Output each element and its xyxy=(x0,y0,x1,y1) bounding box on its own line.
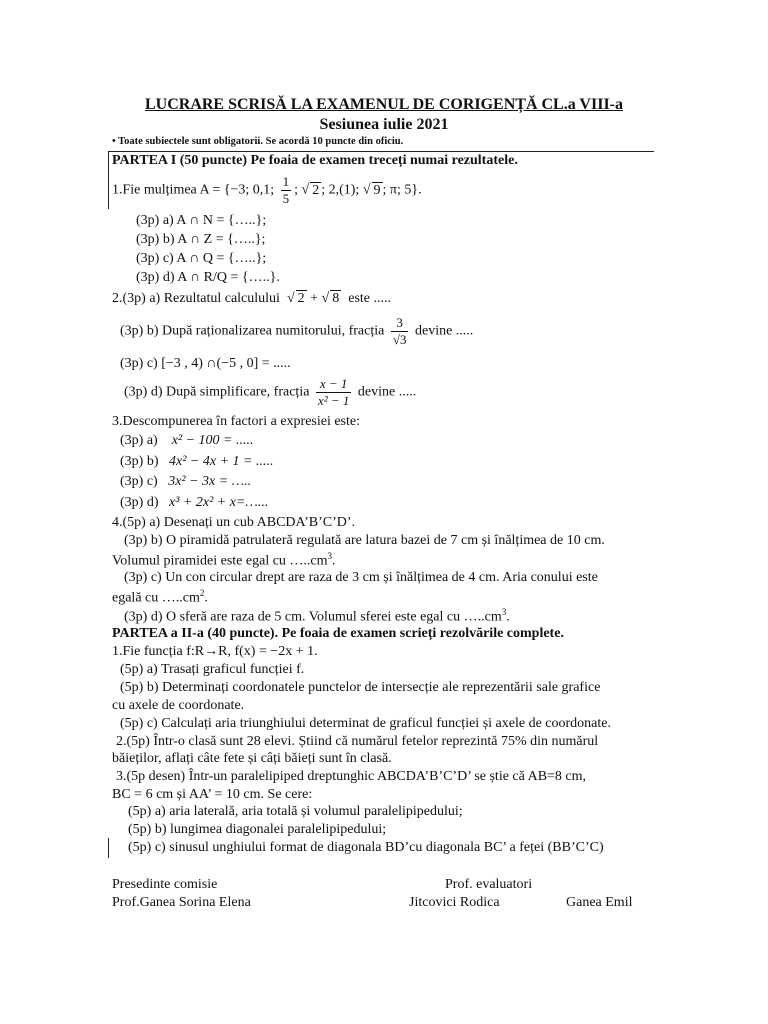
q2-b-den: √3 xyxy=(392,332,407,347)
q4-b1: (3p) b) O piramidă patrulateră regulată are latura bazei de 7 cm și înălțimea de 10 cm. xyxy=(124,533,605,548)
q1-frac-num: 1 xyxy=(282,174,290,189)
q3-c: (3p) c) 3x² − 3x = ….. xyxy=(120,474,252,489)
q2-d-num: x − 1 xyxy=(319,376,348,391)
q1-d: (3p) d) A ∩ R/Q = {…..}. xyxy=(136,270,280,285)
q2-b-post: devine ..... xyxy=(414,323,474,339)
q2-b-pre: (3p) b) După raționalizarea numitorului, fracția xyxy=(120,323,385,339)
q3-intro: 3.Descompunerea în factori a expresiei este: xyxy=(112,414,361,429)
q2-a-sqrt1: 2 xyxy=(297,291,305,306)
q1-intro: 1.Fie mulțimea A = {−3; 0,1; $\frac{1}{5}$ ; √ 2 ; 2,(1); √ 9 ; π; 5}. xyxy=(112,174,422,206)
part2-heading: PARTEA a II-a (40 puncte). Pe foaia de examen scrieți rezolvările complete. xyxy=(112,626,564,641)
q2-c: (3p) c) [−3 , 4) ∩(−5 , 0] = ..... xyxy=(120,356,291,371)
q1-b: (3p) b) A ∩ Z = {…..}; xyxy=(136,232,266,247)
q1-intro-text: 1.Fie mulțimea A = {−3; 0,1; xyxy=(112,182,275,198)
q2-b-num: 3 xyxy=(396,315,403,330)
exam-note: • Toate subiectele sunt obligatorii. Se acordă 10 puncte din oficiu. xyxy=(112,136,404,147)
q2-b xyxy=(120,315,473,348)
q1-c: (3p) c) A ∩ Q = {…..}; xyxy=(136,251,267,266)
footer-evaluator-2: Ganea Emil xyxy=(566,895,633,910)
p2-q2-l2: băieților, aflați câte fete și câți băieți sunt în clasă. xyxy=(112,751,392,766)
q1-a: (3p) a) A ∩ N = {…..}; xyxy=(136,213,267,228)
footer-evaluatori: Prof. evaluatori xyxy=(445,877,533,892)
q2-d-pre: (3p) d) După simplificare, fracția xyxy=(124,384,310,400)
q1-fraction xyxy=(281,174,292,207)
p2-q1-intro: 1.Fie funcția f:R→R, f(x) = −2x + 1. xyxy=(112,644,318,659)
p2-q1-a: (5p) a) Trasați graficul funcției f. xyxy=(120,662,305,677)
q2-a-sqrt2: 8 xyxy=(332,291,340,306)
q4-c1: (3p) c) Un con circular drept are raza de 3 cm și înălțimea de 4 cm. Aria conului este xyxy=(124,570,598,585)
p2-q2-l1: 2.(5p) Într-o clasă sunt 28 elevi. Știind că numărul fetelor reprezintă 75% din numărul xyxy=(116,734,599,749)
part1-heading: PARTEA I (50 puncte) Pe foaia de examen treceți numai rezultatele. xyxy=(112,153,518,168)
divider-line xyxy=(108,151,654,152)
q3-b: (3p) b) 4x² − 4x + 1 = ..... xyxy=(120,454,274,469)
margin-bar-top xyxy=(108,151,109,209)
p2-q3-a: (5p) a) aria laterală, aria totală și volumul paralelipipedului; xyxy=(128,804,463,819)
q1-frac-den: 5 xyxy=(282,191,290,206)
p2-q3-c: (5p) c) sinusul unghiului format de diagonala BD’cu diagonala BC’ a feței (BB’C’C) xyxy=(128,840,604,855)
p2-q1-c: (5p) c) Calculați aria triunghiului determinat de graficul funcției și axele de coordonate. xyxy=(120,716,611,731)
q2-a-post: este ..... xyxy=(348,291,391,306)
exam-title: LUCRARE SCRISĂ LA EXAMENUL DE CORIGENȚĂ CL.a VIII-a xyxy=(144,96,623,113)
q2-d xyxy=(124,376,416,409)
p2-q3-l2: BC = 6 cm și AA’ = 10 cm. Se cere: xyxy=(112,787,313,802)
q1-sqrt9: 9 xyxy=(373,182,381,198)
q2-d-fraction xyxy=(316,376,351,409)
margin-bar-bottom xyxy=(108,838,109,858)
p2-q1-b1: (5p) b) Determinați coordonatele punctelor de intersecție ale reprezentării sale grafice xyxy=(120,680,601,695)
p2-q3-l1: 3.(5p desen) Într-un paralelipiped dreptunghic ABCDA’B’C’D’ se știe că AB=8 cm, xyxy=(116,769,587,784)
footer-evaluator-1: Jitcovici Rodica xyxy=(409,895,500,910)
q2-d-den: x² − 1 xyxy=(317,393,350,408)
q2-a-pre: 2.(3p) a) Rezultatul calculului xyxy=(112,291,280,306)
q1-end: ; π; 5}. xyxy=(382,182,422,198)
p2-q3-b: (5p) b) lungimea diagonalei paralelipipedului; xyxy=(128,822,387,837)
q2-d-post: devine ..... xyxy=(357,384,417,400)
q2-b-fraction xyxy=(391,315,409,348)
q4-c2: egală cu $\dots..cm^2$. xyxy=(112,588,208,606)
q1-sqrt2: 2 xyxy=(312,182,320,198)
q1-mid: ; 2,(1); xyxy=(321,182,360,198)
q3-d: (3p) d) x³ + 2x² + x=…... xyxy=(120,495,269,510)
q4-b2: Volumul piramidei este egal cu $\dots..cm^3$. xyxy=(112,551,336,569)
q3-a: (3p) a) x² − 100 = ..... xyxy=(120,433,254,448)
q4-d: (3p) d) O sferă are raza de 5 cm. Volumul sferei este egal cu $\dots..cm^3$. xyxy=(124,607,510,625)
q4-a: 4.(5p) a) Desenați un cub ABCDA’B’C’D’. xyxy=(112,515,356,530)
q2-a: 2.(3p) a) Rezultatul calculului √ 2 + √ 8 este ..... xyxy=(112,291,391,306)
footer-presedinte: Presedinte comisie xyxy=(112,877,218,892)
p2-q1-b2: cu axele de coordonate. xyxy=(112,698,245,713)
exam-session: Sesiunea iulie 2021 xyxy=(319,116,449,133)
footer-presedinte-name: Prof.Ganea Sorina Elena xyxy=(112,895,251,910)
